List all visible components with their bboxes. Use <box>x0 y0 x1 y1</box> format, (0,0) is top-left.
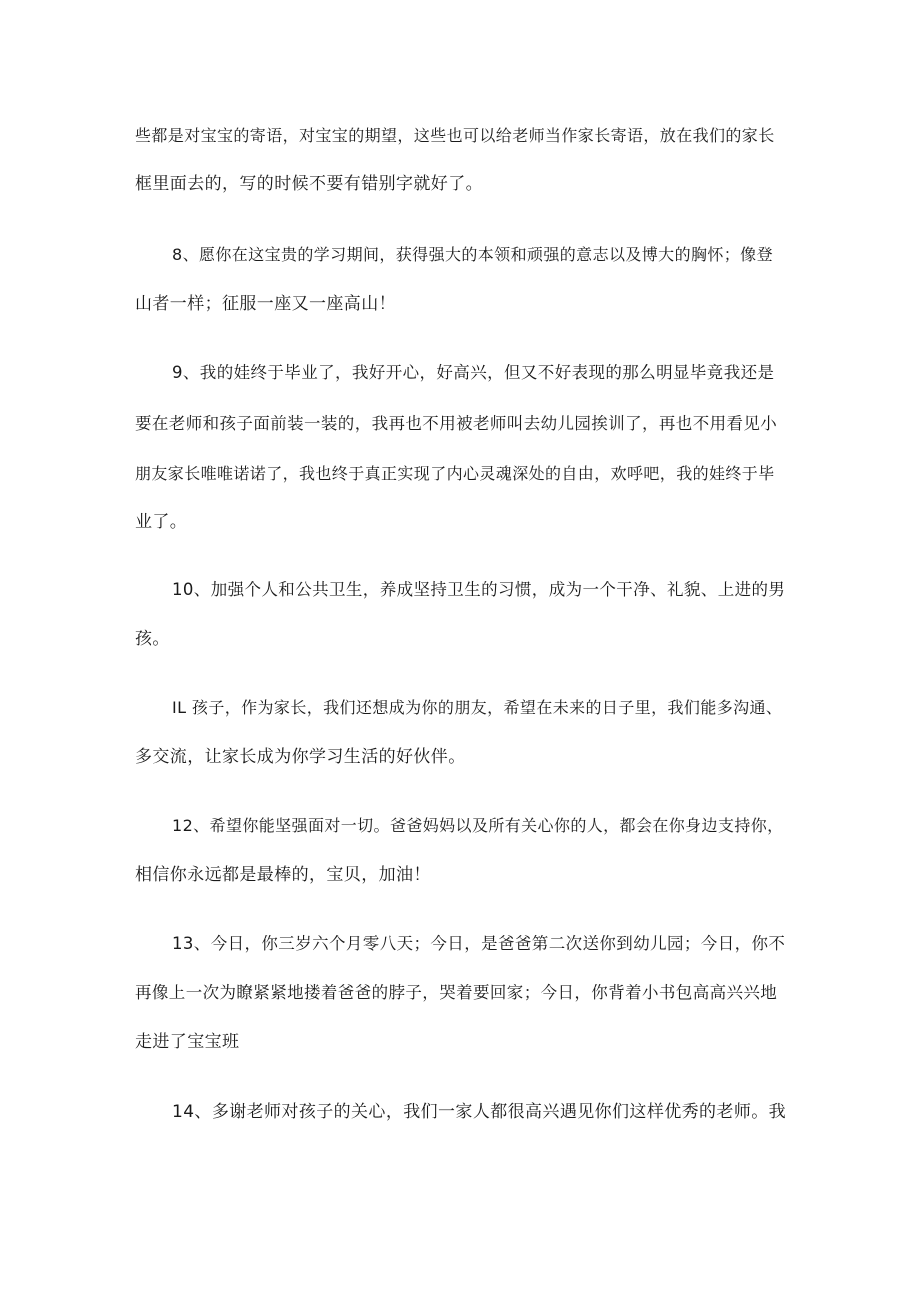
paragraph-line: 12、希望你能坚强面对一切。爸爸妈妈以及所有关心你的人，都会在你身边支持你， <box>172 816 784 835</box>
paragraph-line: 朋友家长唯唯诺诺了，我也终于真正实现了内心灵魂深处的自由，欢呼吧，我的娃终于毕 <box>135 464 775 483</box>
paragraph-line: 14、多谢老师对孩子的关心，我们一家人都很高兴遇见你们这样优秀的老师。我 <box>172 1102 787 1122</box>
paragraph-line: 9、我的娃终于毕业了，我好开心，好高兴，但又不好表现的那么明显毕竟我还是 <box>172 363 775 382</box>
paragraph-line: 走进了宝宝班 <box>135 1032 240 1052</box>
paragraph-line: 些都是对宝宝的寄语，对宝宝的期望，这些也可以给老师当作家长寄语，放在我们的家长 <box>135 126 775 145</box>
paragraph-line: 框里面去的，写的时候不要有错别字就好了。 <box>135 174 483 194</box>
paragraph-line: 10、加强个人和公共卫生，养成坚持卫生的习惯，成为一个干净、礼貌、上进的男 <box>172 580 786 599</box>
paragraph-line: 再像上一次为瞭紧紧地搂着爸爸的脖子，哭着要回家；今日，你背着小书包高高兴兴地 <box>135 983 778 1002</box>
paragraph-line: 山者一样；征服一座又一座高山！ <box>135 294 396 314</box>
paragraph-line: 8、愿你在这宝贵的学习期间，获得强大的本领和顽强的意志以及博大的胸怀；像登 <box>172 245 773 264</box>
paragraph-line: 多交流，让家长成为你学习生活的好伙伴。 <box>135 747 466 767</box>
paragraph-line: 孩。 <box>135 629 170 649</box>
paragraph-line: 相信你永远都是最棒的，宝贝，加油！ <box>135 865 431 885</box>
paragraph-line: 要在老师和孩子面前装一装的，我再也不用被老师叫去幼儿园挨训了，再也不用看见小 <box>135 414 778 433</box>
paragraph-line: 业了。 <box>135 512 188 532</box>
paragraph-line: IL 孩子，作为家长，我们还想成为你的朋友，希望在未来的日子里，我们能多沟通、 <box>172 698 783 717</box>
paragraph-line: 13、今日，你三岁六个月零八天；今日，是爸爸第二次送你到幼儿园；今日，你不 <box>172 934 786 953</box>
